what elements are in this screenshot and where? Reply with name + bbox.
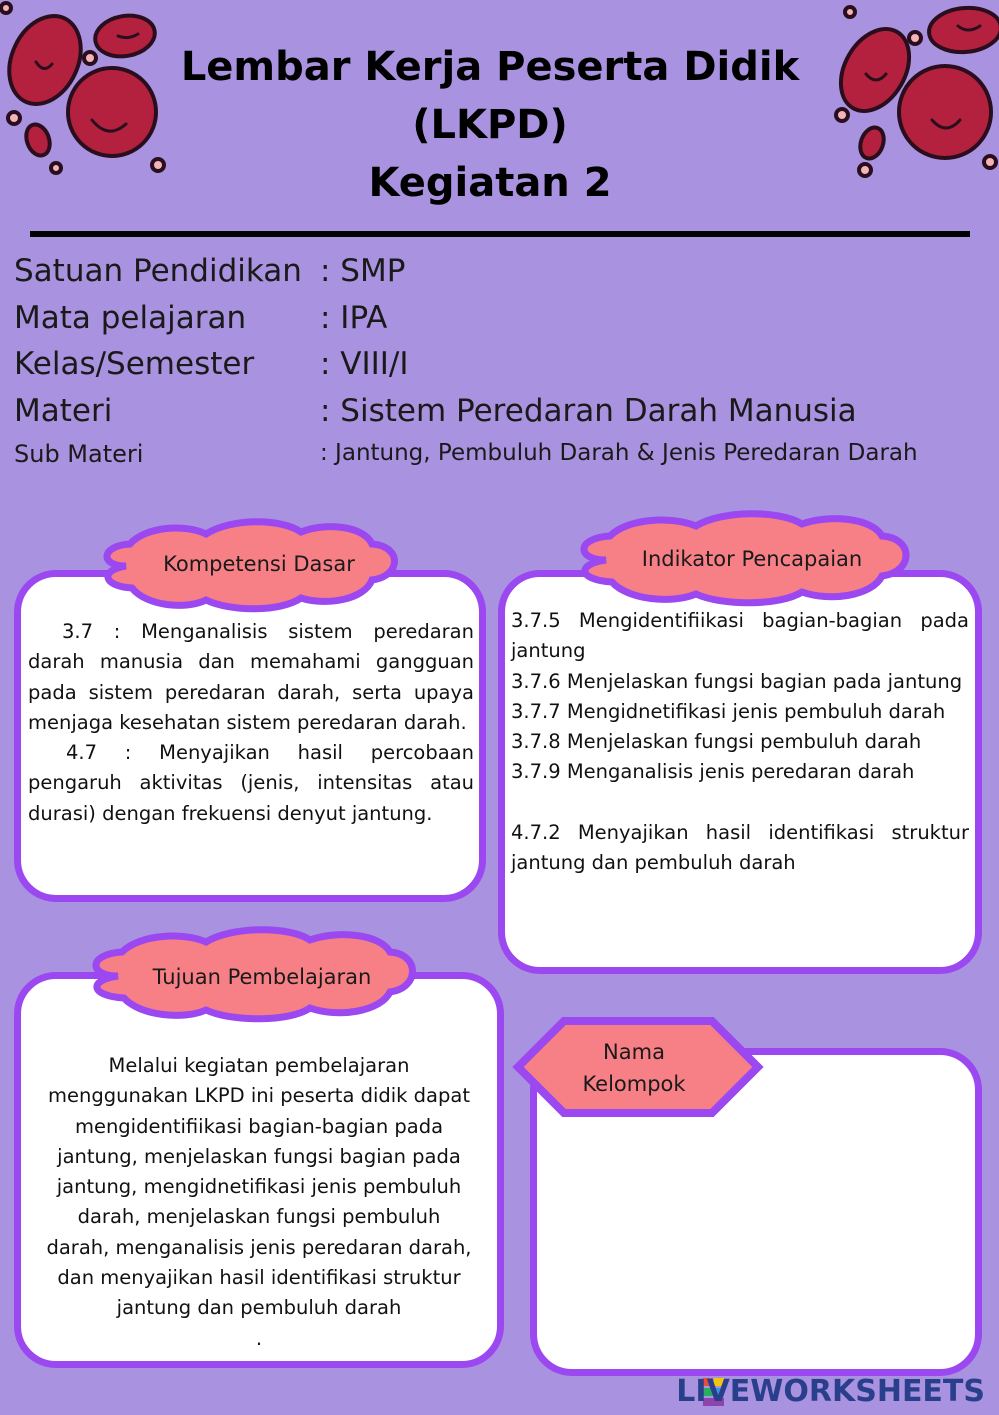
header-divider bbox=[30, 231, 970, 237]
indikator-label: Indikator Pencapaian bbox=[641, 547, 863, 571]
tujuan-line: menggunakan LKPD ini peserta didik dapat bbox=[48, 1084, 470, 1108]
mapel-value: : IPA bbox=[320, 300, 388, 336]
title-line-2: (LKPD) bbox=[412, 102, 568, 148]
tujuan-pembelajaran-text bbox=[24, 1051, 494, 1354]
indikator-list bbox=[511, 606, 969, 878]
tujuan-line: Melalui kegiatan pembelajaran bbox=[108, 1054, 410, 1077]
blood-cells-left-decoration bbox=[0, 0, 180, 190]
tujuan-line: darah, menjelaskan fungsi pembuluh bbox=[77, 1205, 441, 1229]
liveworksheets-watermark: LIVEWORKSHEETS bbox=[676, 1374, 985, 1409]
title-line-3: Kegiatan 2 bbox=[368, 160, 612, 206]
satuan-value: : SMP bbox=[320, 253, 406, 289]
tujuan-line: dan menyajikan hasil identifikasi struktur bbox=[57, 1266, 461, 1290]
tujuan-line: . bbox=[255, 1326, 263, 1350]
nama-label-line1: Nama bbox=[603, 1040, 665, 1064]
kd-paragraph-4-7: 4.7 : Menyajikan hasil percobaan pengaruh aktivitas (jenis, intensitas atau durasi) dengan frekuensi denyut jantung. bbox=[28, 741, 474, 825]
indikator-item: 3.7.8 Menjelaskan fungsi pembuluh darah bbox=[511, 730, 922, 754]
materi-value: : Sistem Peredaran Darah Manusia bbox=[320, 393, 857, 429]
indikator-item: 3.7.5 Mengidentifiikasi bagian-bagian pada jantung bbox=[511, 609, 969, 663]
indikator-item: 3.7.9 Menganalisis jenis peredaran darah bbox=[511, 760, 915, 784]
kompetensi-dasar-label: Kompetensi Dasar bbox=[163, 552, 355, 576]
blood-cells-right-decoration bbox=[820, 0, 999, 190]
tujuan-line: jantung dan pembuluh darah bbox=[116, 1296, 402, 1320]
kd-paragraph-3-7: 3.7 : Menganalisis sistem peredaran darah manusia dan memahami gangguan pada sistem peredaran darah, serta upaya menjaga kesehatan sistem peredaran darah. bbox=[28, 620, 474, 734]
tujuan-line: mengidentifiikasi bagian-bagian pada bbox=[74, 1114, 444, 1138]
tujuan-line: jantung, mengidnetifikasi jenis pembuluh bbox=[56, 1175, 462, 1199]
indikator-item: 3.7.7 Mengidnetifikasi jenis pembuluh darah bbox=[511, 699, 946, 723]
tujuan-label: Tujuan Pembelajaran bbox=[152, 965, 372, 989]
indikator-item: 3.7.6 Menjelaskan fungsi bagian pada jantung bbox=[511, 669, 963, 693]
materi-label: Materi bbox=[14, 393, 113, 429]
satuan-label: Satuan Pendidikan bbox=[14, 253, 302, 289]
mapel-label: Mata pelajaran bbox=[14, 300, 247, 336]
tujuan-line: darah, menganalisis jenis peredaran darah, bbox=[46, 1235, 472, 1259]
tujuan-line: jantung, menjelaskan fungsi bagian pada bbox=[57, 1144, 461, 1168]
sub-materi-value: : Jantung, Pembuluh Darah & Jenis Peredaran Darah bbox=[320, 440, 918, 466]
title-line-1: Lembar Kerja Peserta Didik bbox=[180, 44, 800, 90]
indikator-item: 4.7.2 Menyajikan hasil identifikasi struktur jantung dan pembuluh darah bbox=[511, 820, 969, 875]
kompetensi-dasar-text bbox=[28, 617, 474, 829]
kelas-label: Kelas/Semester bbox=[14, 346, 255, 382]
kelas-value: : VIII/I bbox=[320, 346, 409, 382]
sub-materi-label: Sub Materi bbox=[14, 440, 144, 468]
nama-label-line2: Kelompok bbox=[582, 1072, 686, 1096]
page-title bbox=[160, 38, 820, 212]
nama-kelompok-label bbox=[512, 1036, 756, 1100]
nama-kelompok-input[interactable] bbox=[560, 1130, 960, 1350]
